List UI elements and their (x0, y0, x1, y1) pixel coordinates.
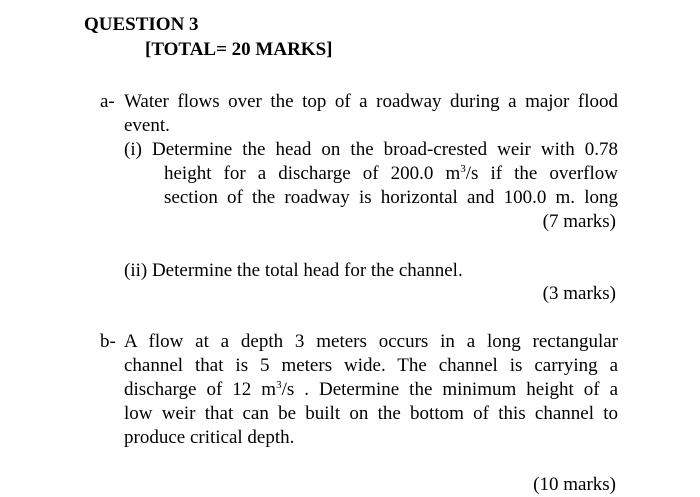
part-a-i-line3: section of the roadway is horizontal and 100.0 m. long (164, 187, 618, 208)
part-a-i-line2-sup: 3 (460, 163, 466, 175)
part-b-marks: (10 marks) (533, 474, 616, 495)
part-b-line1: A flow at a depth 3 meters occurs in a long rectangular (124, 331, 618, 352)
part-b-line2: channel that is 5 meters wide. The channel is carrying a (124, 355, 618, 376)
part-b-line3 (124, 378, 618, 402)
part-a-intro-line1: Water flows over the top of a roadway during a major flood (124, 91, 618, 112)
part-a-ii-marks: (3 marks) (542, 283, 616, 304)
part-b-line3-sup: 3 (276, 379, 282, 391)
part-a-intro-line2: event. (124, 115, 170, 136)
part-a-i-line2 (164, 162, 618, 186)
part-b-line4: low weir that can be built on the bottom of this channel to (124, 403, 618, 424)
part-b-label: b- (100, 331, 116, 352)
part-a-label: a- (100, 91, 115, 112)
part-a-i-line2-post: /s if the overflow (465, 163, 619, 184)
part-b-line5: produce critical depth. (124, 427, 295, 448)
part-b-line3-pre: discharge of 12 m (124, 379, 277, 400)
total-marks: [TOTAL= 20 MARKS] (145, 39, 333, 60)
question-title: QUESTION 3 (84, 14, 199, 35)
part-a-i-line1: (i) Determine the head on the broad-crested weir with 0.78 (124, 139, 618, 160)
part-a-i-marks: (7 marks) (542, 211, 616, 232)
part-b-line3-post: /s . Determine the minimum height of a (281, 379, 619, 400)
part-a-i-line2-pre: height for a discharge of 200.0 m (164, 163, 461, 184)
part-a-ii-text: (ii) Determine the total head for the channel. (124, 260, 463, 281)
